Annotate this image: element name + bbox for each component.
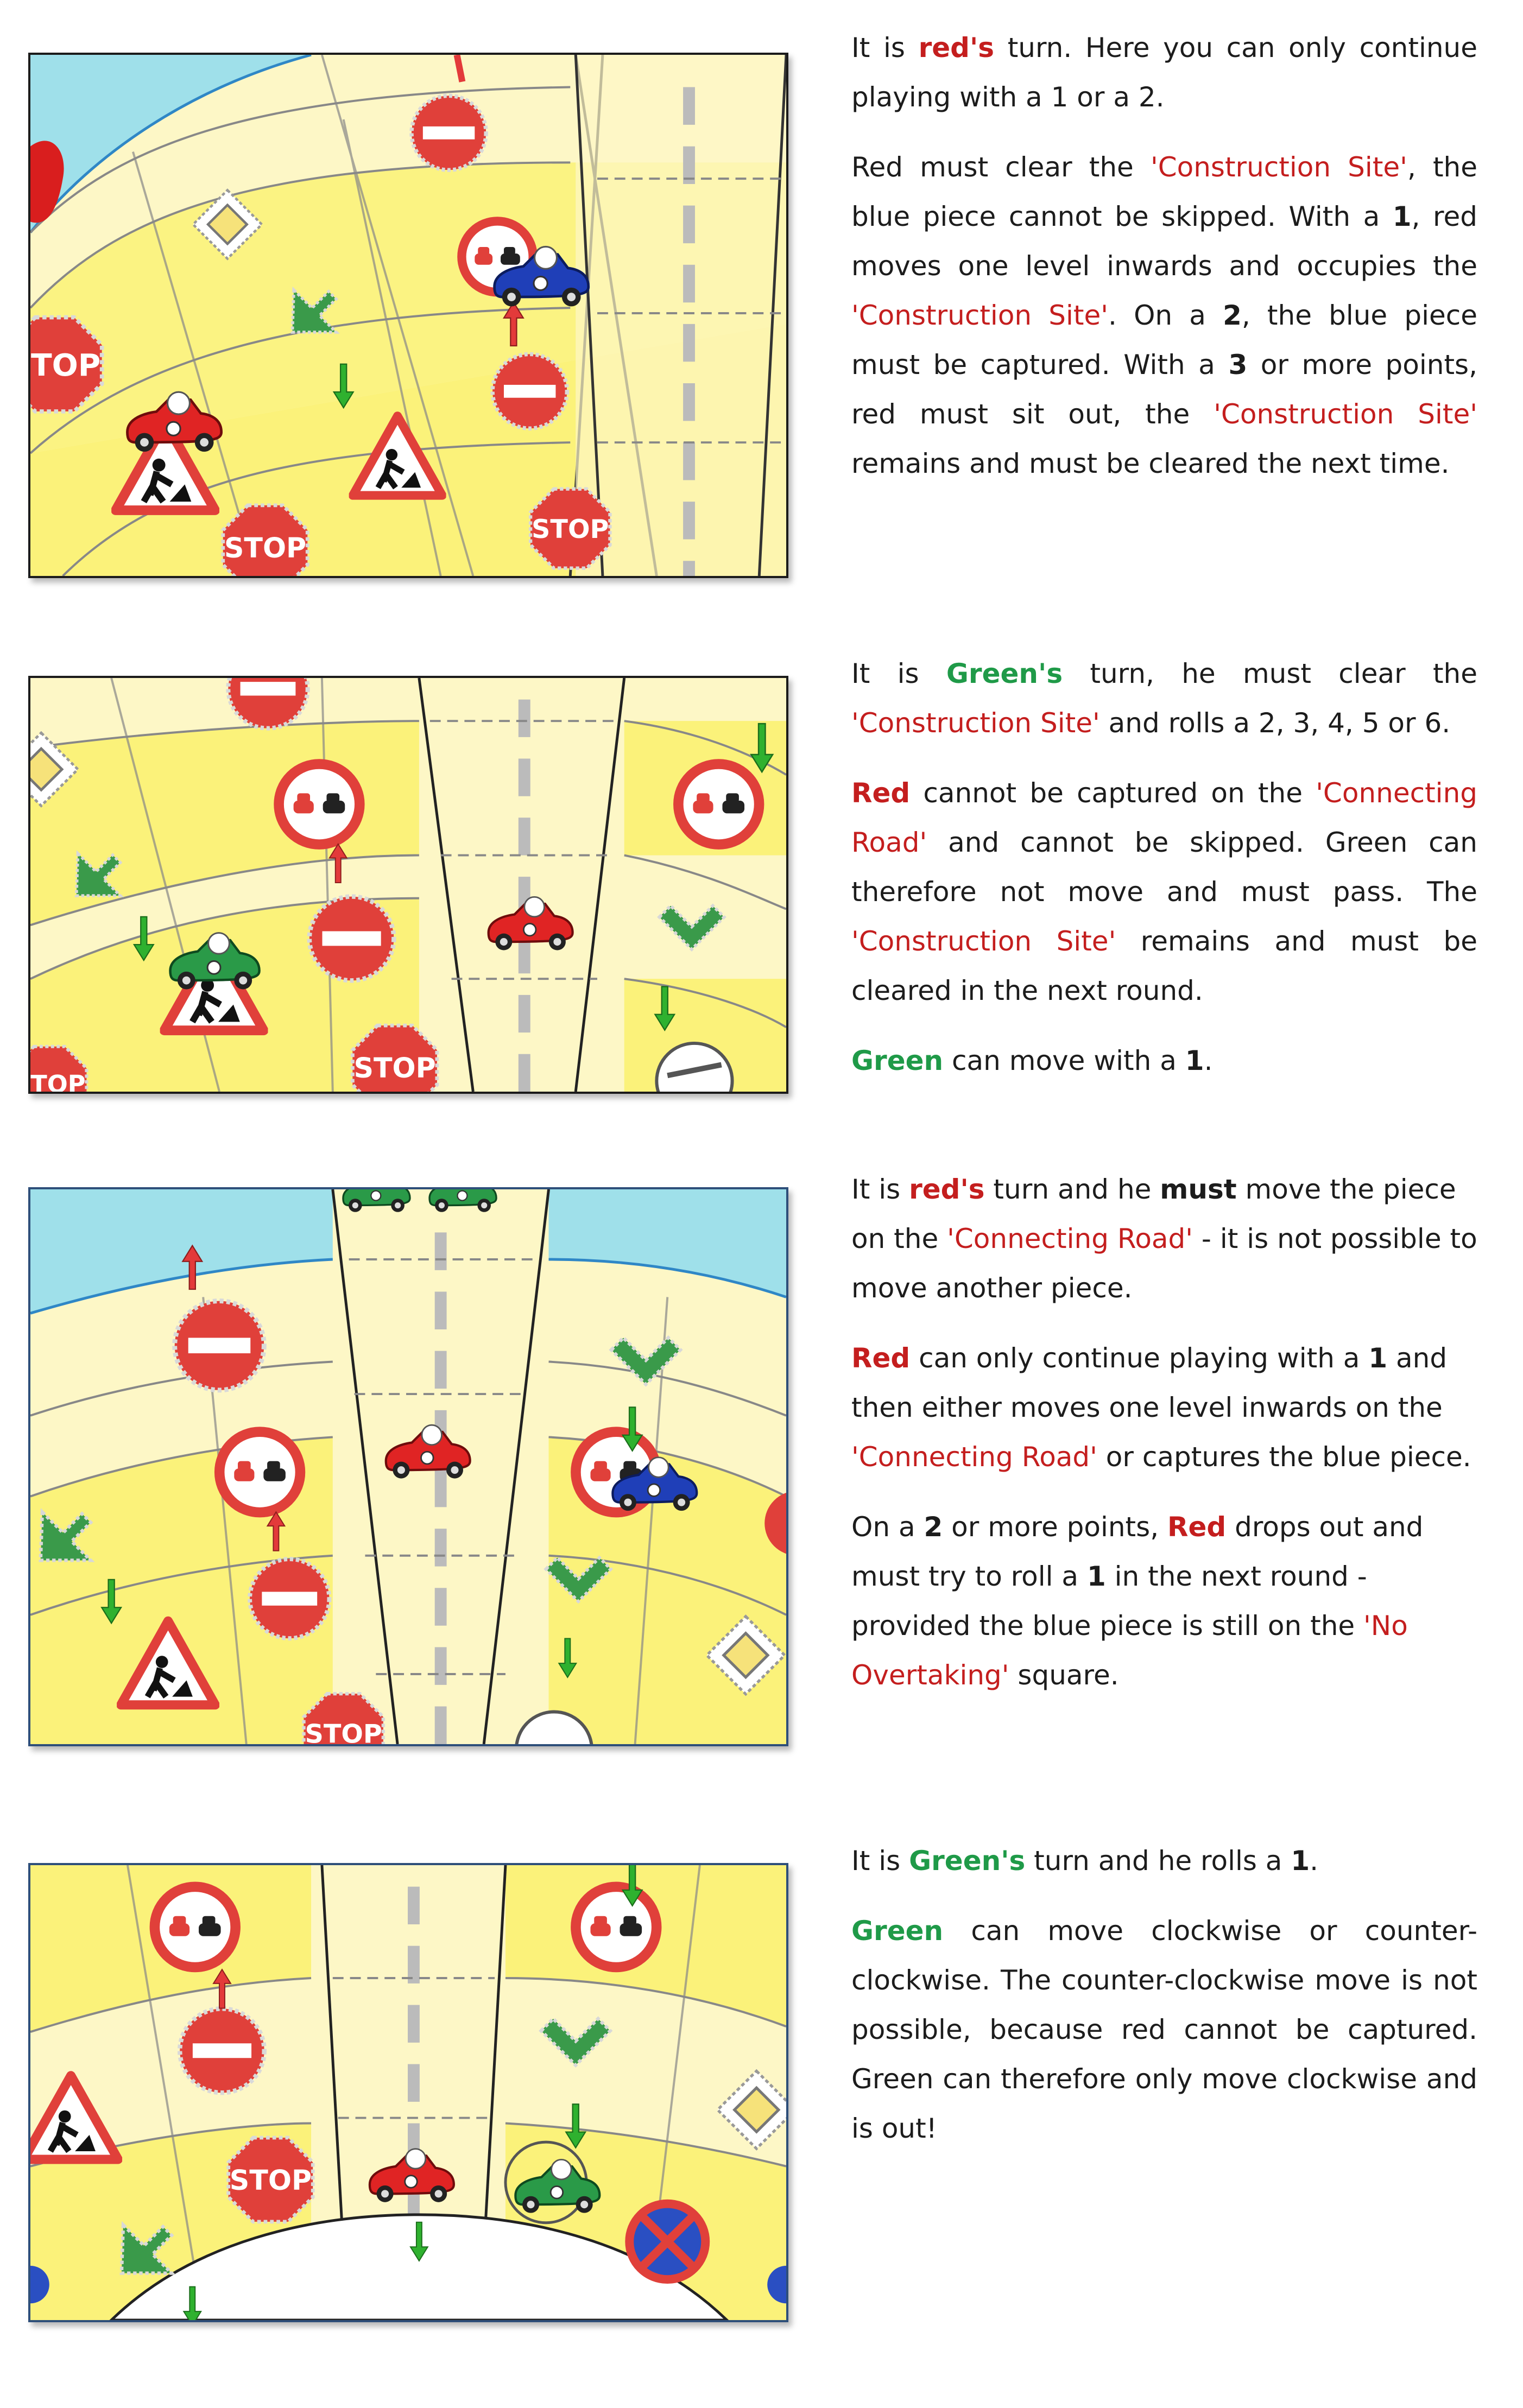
paragraph: It is Green's turn, he must clear the 'Construction Site' and rolls a 2, 3, 4, 5 or 6. xyxy=(851,658,1477,739)
no-parking-sign-icon xyxy=(629,2204,705,2279)
no-overtaking-sign-icon xyxy=(576,1887,656,1967)
board-image-2 xyxy=(28,676,788,1094)
no-entry-sign-icon xyxy=(412,96,486,170)
paragraph: Green can move clockwise or counter-clockwise. The counter-clockwise move is not possible, because red cannot be captured. Green can therefore only move clockwise and is out! xyxy=(851,1915,1477,2144)
board-image-3 xyxy=(28,1187,788,1746)
no-overtaking-sign-icon xyxy=(279,764,360,845)
no-overtaking-sign-icon xyxy=(678,764,759,845)
explanation-text-2 xyxy=(851,649,1477,1106)
board-image-1 xyxy=(28,53,788,578)
no-overtaking-sign-icon xyxy=(219,1432,300,1512)
paragraph: It is Green's turn and he rolls a 1. xyxy=(851,1845,1319,1877)
paragraph: Red can only continue playing with a 1 and then either moves one level inwards on the 'Connecting Road' or captures the blue piece. xyxy=(851,1342,1471,1473)
explanation-text-1 xyxy=(851,23,1477,509)
paragraph: On a 2 or more points, Red drops out and must try to roll a 1 in the next round - provided the blue piece is still on the 'No Overtaking' square. xyxy=(851,1511,1424,1691)
explanation-text-3 xyxy=(851,1165,1477,1721)
paragraph: It is red's turn and he must move the piece on the 'Connecting Road' - it is not possible to move another piece. xyxy=(851,1174,1477,1304)
no-entry-sign-icon xyxy=(180,2008,264,2093)
no-entry-sign-icon xyxy=(492,354,567,428)
no-overtaking-sign-icon xyxy=(155,1887,236,1967)
paragraph: Green can move with a 1. xyxy=(851,1045,1213,1076)
no-entry-sign-icon xyxy=(175,1301,264,1390)
stop-sign-icon xyxy=(530,489,610,568)
explanation-text-4 xyxy=(851,1836,1477,2174)
no-entry-sign-icon xyxy=(309,897,394,981)
board-image-4 xyxy=(28,1863,788,2322)
paragraph: It is red's turn. Here you can only continue playing with a 1 or a 2. xyxy=(851,32,1477,113)
no-entry-sign-icon xyxy=(250,1559,329,1638)
paragraph: Red cannot be captured on the 'Connecting Road' and cannot be skipped. Green can therefore not move and must pass. The 'Construction Site' remains and must be cleared in the next round. xyxy=(851,777,1477,1006)
stop-sign-icon xyxy=(229,2138,313,2222)
paragraph: Red must clear the 'Construction Site', the blue piece cannot be skipped. With a 1, red moves one level inwards and occupies the 'Construction Site'. On a 2, the blue piece must be captured. With a 3 or more points, red must sit out, the 'Construction Site' remains and must be cleared the next time. xyxy=(851,151,1478,479)
